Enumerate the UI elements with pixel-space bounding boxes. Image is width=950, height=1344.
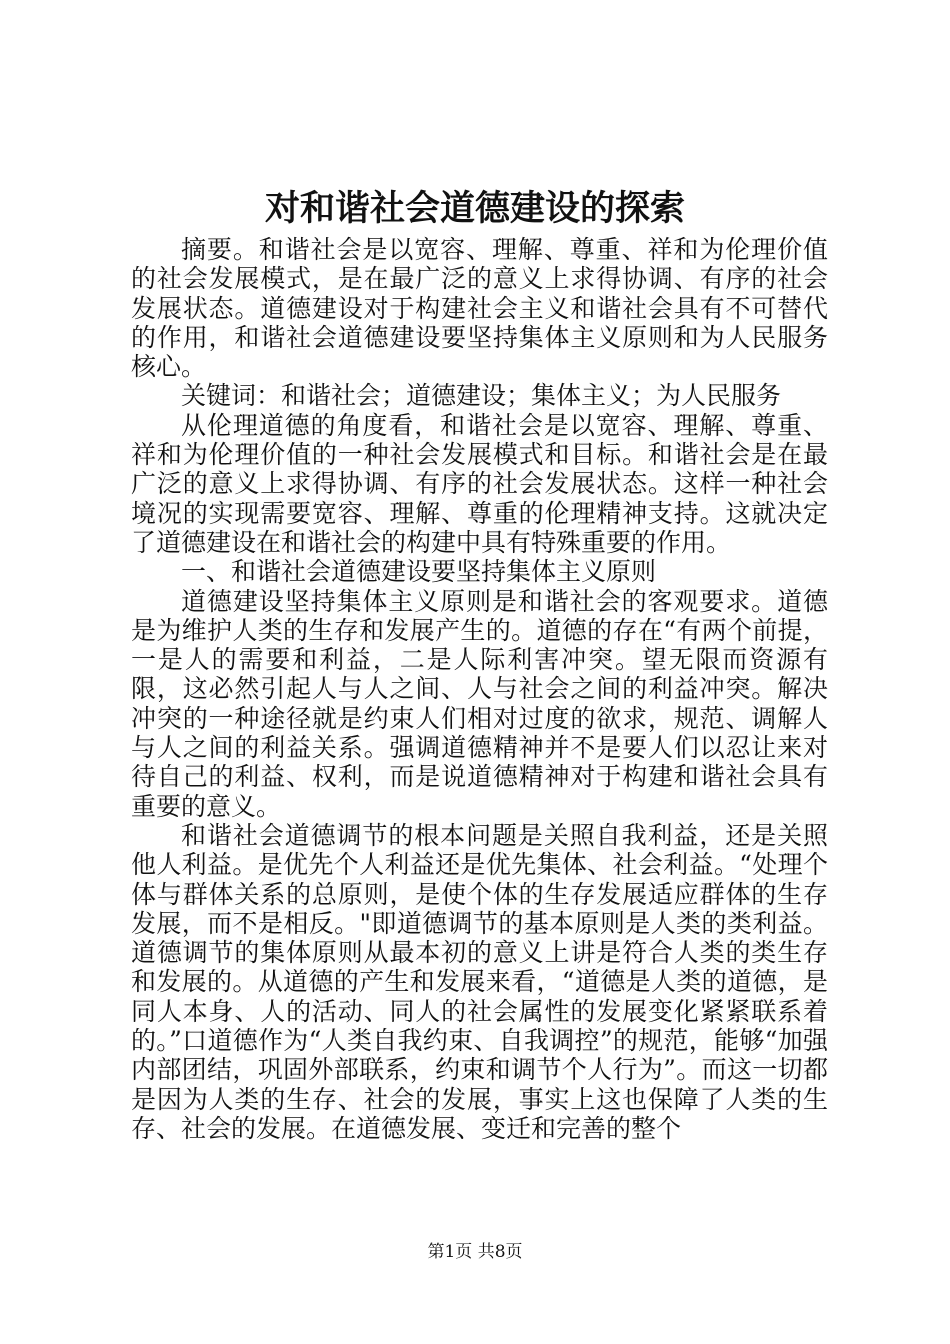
body-paragraph: 道德建设坚持集体主义原则是和谐社会的客观要求。道德是为维护人类的生存和发展产生的。道德的存在“有两个前提，一是人的需要和利益，二是人际利害冲突。望无限而资源有限，这必然引起人与人之间、人与社会之间的利益冲突。解决冲突的一种途径就是约束人们相对过度的欲求，规范、调解人与人之间的利益关系。强调道德精神并不是要人们以忍让来对待自己的利益、权利，而是说道德精神对于构建和谐社会具有重要的意义。 (131, 586, 828, 821)
document-title: 对和谐社会道德建设的探索 (264, 188, 685, 229)
body-paragraph: 和谐社会道德调节的根本问题是关照自我利益，还是关照他人利益。是优先个人利益还是优先集体、社会利益。“处理个体与群体关系的总原则，是使个体的生存发展适应群体的生存发展，而不是相反。"即道德调节的基本原则是人类的类利益。道德调节的集体原则从最本初的意义上讲是符合人类的类生存和发展的。从道德的产生和发展来看，“道德是人类的道德，是同人本身、人的活动、同人的社会属性的发展变化紧紧联系着的。”口道德作为“人类自我约束、自我调控”的规范，能够“加强内部团结，巩固外部联系，约束和调节个人行为”。而这一切都是因为人类的生存、社会的发展，事实上这也保障了人类的生存、社会的发展。在道德发展、变迁和完善的整个 (131, 820, 828, 1143)
section-heading: 一、和谐社会道德建设要坚持集体主义原则 (181, 557, 657, 587)
page-footer: 第1页 共8页 (427, 1242, 523, 1262)
document-body (131, 235, 828, 1143)
keywords-paragraph: 关键词：和谐社会；道德建设；集体主义；为人民服务 (181, 381, 782, 411)
intro-paragraph: 从伦理道德的角度看，和谐社会是以宽容、理解、尊重、祥和为伦理价值的一种社会发展模式和目标。和谐社会是在最广泛的意义上求得协调、有序的社会发展状态。这样一种社会境况的实现需要宽容、理解、尊重的伦理精神支持。这就决定了道德建设在和谐社会的构建中具有特殊重要的作用。 (131, 410, 828, 557)
abstract-paragraph: 摘要。和谐社会是以宽容、理解、尊重、祥和为伦理价值的社会发展模式，是在最广泛的意义上求得协调、有序的社会发展状态。道德建设对于构建社会主义和谐社会具有不可替代的作用，和谐社会道德建设要坚持集体主义原则和为人民服务核心。 (131, 235, 828, 382)
